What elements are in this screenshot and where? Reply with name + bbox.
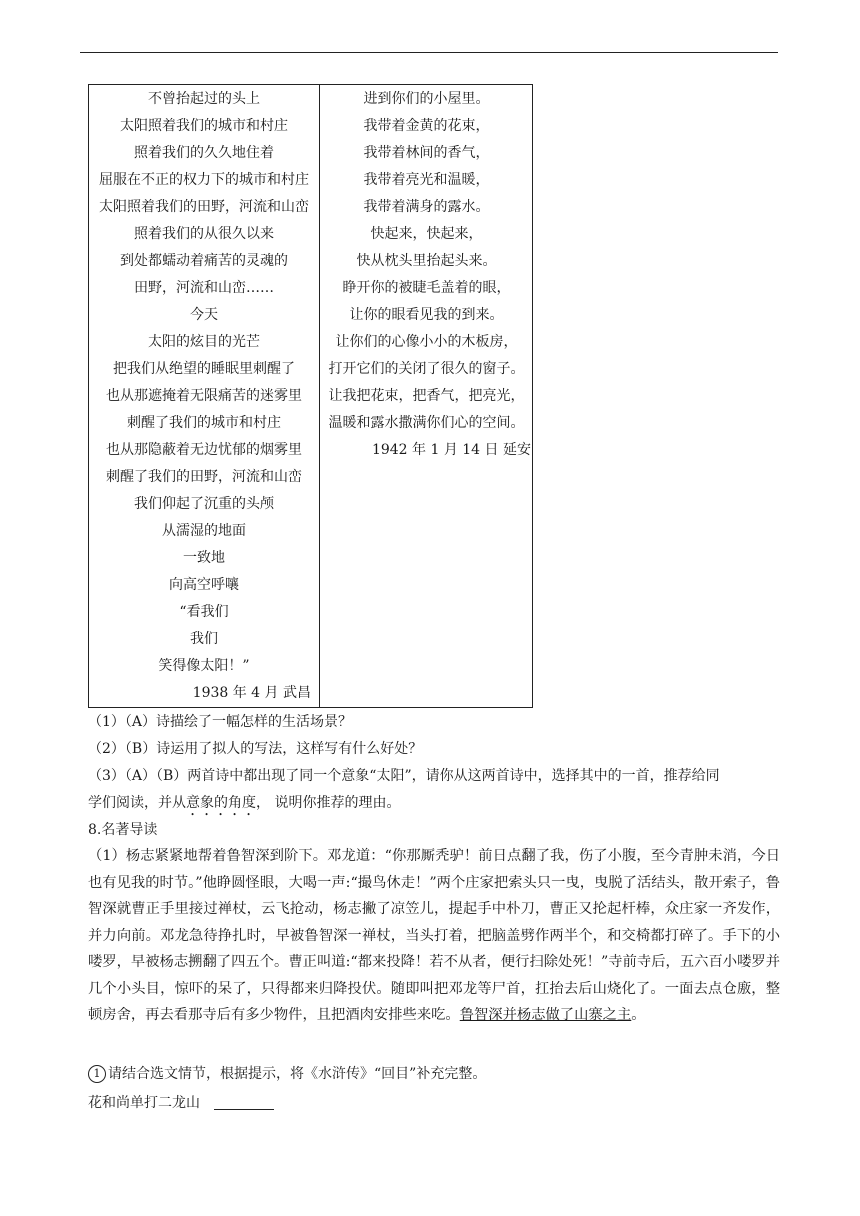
reading-passage <box>88 843 780 1029</box>
poem-a-line: 照着我们的从很久以来 <box>134 226 274 242</box>
question-3-line-2 <box>88 792 400 819</box>
poem-b-line: 打开它们的关闭了很久的窗子。 <box>328 361 525 377</box>
poem-b-date: 1942 年 1 月 14 日 延安 <box>371 442 531 458</box>
poem-a-line: 我们 <box>190 631 218 647</box>
poem-b-line: 我带着满身的露水。 <box>363 199 490 215</box>
poem-a-line: 不曾抬起过的头上 <box>148 91 260 107</box>
passage-text: （1）杨志紧紧地帮着鲁智深到阶下。邓龙道：“你那厮秃驴！前日点翻了我，伤了小腹，至今青肿未消，今日也有见我的时节。”他睁圆怪眼，大喝一声:“撮鸟休走！”两个庄家把索头只一曳，曳脱了活结头，散开索子，鲁智深就曹正手里接过禅杖，云飞抢动，杨志撇了凉笠儿，提起手中朴刀，曹正又抡起杆棒，众庄家一齐发作，并力向前。邓龙急待挣扎时，早被鲁智深一禅杖，当头打着，把脑盖劈作两半个，和交椅都打碎了。手下的小喽罗，早被杨志搠翻了四五个。曹正叫道:“都来投降！若不从者，便行扫除处死！”寺前寺后，五六百小喽罗并几个小头目，惊吓的呆了，只得都来归降投伏。随即叫把邓龙等尸首，扛抬去后山烧化了。一面去点仓廒，整顿房舍，再去看那寺后有多少物件，且把酒肉安排些来吃。 <box>88 848 780 1023</box>
question-3-text-end: ， 说明你推荐的理由。 <box>256 795 401 811</box>
poem-b-line: 让你的眼看见我的到来。 <box>349 307 504 323</box>
question-3-emphasis: 意象的角度 <box>186 795 256 811</box>
task-1 <box>88 1063 486 1085</box>
poem-a-line: 屈服在不正的权力下的城市和村庄 <box>99 172 309 188</box>
answer-line <box>88 1092 274 1114</box>
question-2: （2）（B）诗运用了拟人的写法，这样写有什么好处？ <box>88 741 423 757</box>
poem-b-line: 我带着林间的香气， <box>363 145 490 161</box>
poem-a-date: 1938 年 4 月 武昌 <box>192 685 311 701</box>
chapter-hint: 花和尚单打二龙山 <box>88 1095 200 1111</box>
poem-a-line: 到处都蠕动着痛苦的灵魂的 <box>120 253 288 269</box>
poem-a-line: 我们仰起了沉重的头颅 <box>134 496 274 512</box>
poem-b-line: 让你们的心像小小的木板房， <box>335 334 518 350</box>
poem-b-line: 快从枕头里抬起头来。 <box>356 253 497 269</box>
poem-a-line: 一致地 <box>183 550 225 566</box>
poem-b-line: 我带着金黄的花束， <box>363 118 490 134</box>
question-3-text: 学们阅读，并从 <box>88 795 186 811</box>
poem-b-line: 快起来，快起来， <box>370 226 483 242</box>
passage-underlined: 鲁智深并杨志做了山寨之主 <box>459 1007 632 1023</box>
section-8-heading: 8.名著导读 <box>88 822 158 838</box>
poem-a-line: 笑得像太阳！” <box>158 658 250 674</box>
poem-a-line: 从濡湿的地面 <box>162 523 246 539</box>
task-1-text: 请结合选文情节，根据提示，将《水浒传》“回目”补充完整。 <box>108 1066 487 1082</box>
task-1-number: 1 <box>88 1065 106 1083</box>
poem-table <box>88 84 533 708</box>
poem-a-line: 也从那隐蔽着无边忧郁的烟雾里 <box>106 442 302 458</box>
passage-end: 。 <box>631 1007 646 1023</box>
poem-a-line: 把我们从绝望的睡眠里刺醒了 <box>113 361 295 377</box>
poem-b-line: 让我把花束，把香气，把亮光， <box>328 388 525 404</box>
poem-b-line: 温暖和露水撒满你们心的空间。 <box>328 415 525 431</box>
poem-a-line: 太阳照着我们的田野，河流和山峦 <box>99 199 309 215</box>
poem-a-line: 太阳的炫目的光芒 <box>148 334 260 350</box>
poem-a-line: 田野，河流和山峦…… <box>134 280 274 296</box>
poem-b-line: 睁开你的被睫毛盖着的眼， <box>342 280 511 296</box>
poem-a-line: 刺醒了我们的田野，河流和山峦 <box>106 469 302 485</box>
question-3-line-1: （3）（A）（B）两首诗中都出现了同一个意象“太阳”，请你从这两首诗中，选择其中的一首，推荐给同 <box>88 768 720 784</box>
header-rule <box>80 52 778 53</box>
question-1: （1）（A）诗描绘了一幅怎样的生活场景？ <box>88 714 353 730</box>
poem-a-line: “看我们 <box>179 604 229 620</box>
poem-a-line: 太阳照着我们的城市和村庄 <box>120 118 288 134</box>
poem-a-line: 向高空呼嚷 <box>169 577 239 593</box>
answer-blank[interactable] <box>214 1095 274 1110</box>
poem-a-line: 也从那遮掩着无限痛苦的迷雾里 <box>106 388 302 404</box>
poem-b-line: 进到你们的小屋里。 <box>363 91 490 107</box>
poem-a-line: 照着我们的久久地住着 <box>134 145 274 161</box>
poem-b-line: 我带着亮光和温暖， <box>363 172 490 188</box>
poem-a-line: 今天 <box>190 307 218 323</box>
poem-a-line: 刺醒了我们的城市和村庄 <box>127 415 281 431</box>
